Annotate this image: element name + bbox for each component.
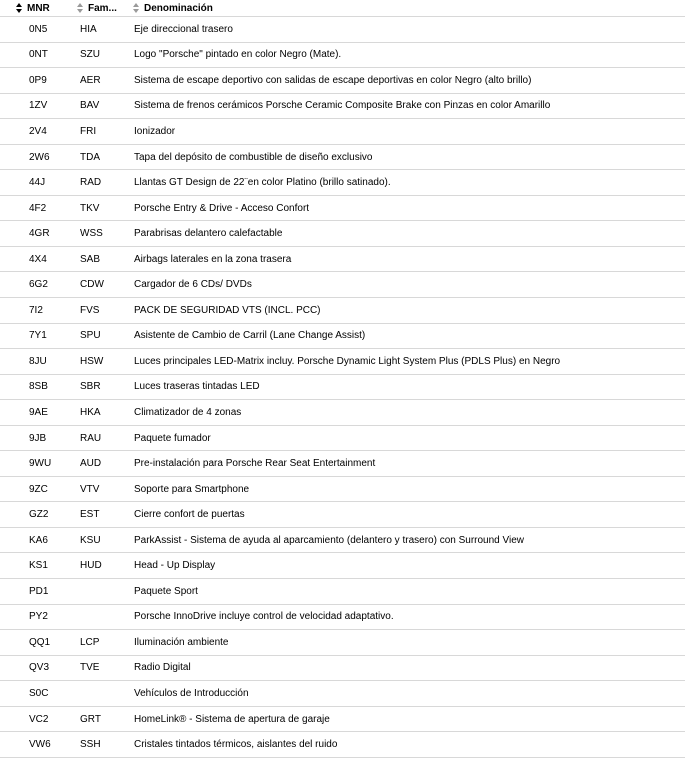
- cell-mnr: PY2: [29, 611, 48, 623]
- cell-mnr: 2V4: [29, 125, 47, 137]
- cell-mnr: 9ZC: [29, 483, 48, 495]
- cell-description: Pre-instalación para Porsche Rear Seat Entertainment: [134, 458, 376, 470]
- table-row: [0, 170, 685, 196]
- cell-description: Radio Digital: [134, 662, 191, 674]
- cell-mnr: 9WU: [29, 458, 52, 470]
- cell-mnr: 1ZV: [29, 100, 48, 112]
- cell-family: WSS: [80, 228, 103, 240]
- cell-family: VTV: [80, 483, 100, 495]
- table-row: [0, 298, 685, 324]
- table-row: [0, 43, 685, 69]
- cell-family: HUD: [80, 560, 102, 572]
- cell-mnr: 8SB: [29, 381, 48, 393]
- table-row: [0, 681, 685, 707]
- cell-mnr: 44J: [29, 177, 46, 189]
- cell-mnr: 0P9: [29, 74, 47, 86]
- cell-family: SSH: [80, 739, 101, 751]
- table-row: [0, 656, 685, 682]
- table-row: [0, 707, 685, 733]
- table-row: [0, 553, 685, 579]
- cell-description: Parabrisas delantero calefactable: [134, 228, 283, 240]
- table-row: [0, 68, 685, 94]
- table-row: [0, 502, 685, 528]
- column-header-description-label: Denominación: [144, 2, 213, 14]
- cell-description: ParkAssist - Sistema de ayuda al aparcamiento (delantero y trasero) con Surround View: [134, 534, 525, 546]
- cell-mnr: 2W6: [29, 151, 50, 163]
- table-row: [0, 426, 685, 452]
- cell-mnr: VC2: [29, 713, 49, 725]
- cell-family: SBR: [80, 381, 101, 393]
- table-header: [0, 0, 685, 17]
- table-row: [0, 145, 685, 171]
- table-row: [0, 221, 685, 247]
- table-row: [0, 349, 685, 375]
- cell-mnr: 4F2: [29, 202, 47, 214]
- cell-family: HSW: [80, 355, 104, 367]
- table-row: [0, 196, 685, 222]
- cell-family: TKV: [80, 202, 100, 214]
- cell-description: PACK DE SEGURIDAD VTS (INCL. PCC): [134, 304, 321, 316]
- cell-mnr: S0C: [29, 687, 49, 699]
- cell-mnr: 4GR: [29, 228, 50, 240]
- cell-family: KSU: [80, 534, 101, 546]
- cell-family: RAD: [80, 177, 102, 189]
- cell-description: Logo "Porsche" pintado en color Negro (Mate).: [134, 49, 342, 61]
- cell-mnr: 0N5: [29, 23, 48, 35]
- cell-mnr: 7Y1: [29, 330, 47, 342]
- cell-family: TVE: [80, 662, 100, 674]
- table-row: [0, 119, 685, 145]
- cell-family: EST: [80, 509, 100, 521]
- cell-family: HKA: [80, 406, 101, 418]
- cell-description: Sistema de escape deportivo con salidas de escape deportivas en color Negro (alto brillo): [134, 74, 532, 86]
- cell-description: Head - Up Display: [134, 560, 216, 572]
- cell-mnr: 4X4: [29, 253, 47, 265]
- cell-family: RAU: [80, 432, 102, 444]
- table-row: [0, 375, 685, 401]
- cell-mnr: QQ1: [29, 636, 51, 648]
- column-header-mnr[interactable]: [0, 3, 80, 14]
- cell-description: Vehículos de Introducción: [134, 687, 249, 699]
- cell-family: LCP: [80, 636, 100, 648]
- table-row: [0, 528, 685, 554]
- cell-mnr: KA6: [29, 534, 48, 546]
- cell-description: Climatizador de 4 zonas: [134, 406, 242, 418]
- cell-description: Cargador de 6 CDs/ DVDs: [134, 279, 252, 291]
- table-row: [0, 630, 685, 656]
- cell-family: CDW: [80, 279, 104, 291]
- cell-family: BAV: [80, 100, 100, 112]
- sort-icon[interactable]: [16, 3, 23, 13]
- table-row: [0, 605, 685, 631]
- column-header-family-label: Fam...: [88, 2, 117, 14]
- cell-mnr: QV3: [29, 662, 50, 674]
- cell-description: Cierre confort de puertas: [134, 509, 245, 521]
- cell-family: SAB: [80, 253, 101, 265]
- cell-mnr: PD1: [29, 585, 49, 597]
- column-header-mnr-label: MNR: [27, 2, 50, 14]
- table-row: [0, 477, 685, 503]
- table-row: [0, 451, 685, 477]
- cell-family: FVS: [80, 304, 100, 316]
- table-row: [0, 94, 685, 120]
- table-row: [0, 17, 685, 43]
- cell-description: HomeLink® - Sistema de apertura de garaje: [134, 713, 330, 725]
- cell-family: AER: [80, 74, 101, 86]
- cell-family: HIA: [80, 23, 97, 35]
- cell-mnr: KS1: [29, 560, 48, 572]
- sort-icon[interactable]: [133, 3, 140, 13]
- cell-description: Porsche Entry & Drive - Acceso Confort: [134, 202, 310, 214]
- cell-description: Ionizador: [134, 125, 176, 137]
- cell-mnr: 6G2: [29, 279, 48, 291]
- cell-mnr: GZ2: [29, 509, 49, 521]
- cell-family: GRT: [80, 713, 101, 725]
- cell-mnr: 9JB: [29, 432, 47, 444]
- table-row: [0, 272, 685, 298]
- cell-description: Porsche InnoDrive incluye control de velocidad adaptativo.: [134, 611, 394, 623]
- cell-description: Eje direccional trasero: [134, 23, 233, 35]
- table-body: [0, 17, 685, 758]
- cell-description: Asistente de Cambio de Carril (Lane Change Assist): [134, 330, 366, 342]
- column-header-family[interactable]: [77, 3, 133, 14]
- cell-family: SPU: [80, 330, 101, 342]
- cell-description: Sistema de frenos cerámicos Porsche Ceramic Composite Brake con Pinzas en color Amarillo: [134, 100, 551, 112]
- cell-description: Iluminación ambiente: [134, 636, 229, 648]
- cell-family: SZU: [80, 49, 100, 61]
- cell-description: Tapa del depósito de combustible de diseño exclusivo: [134, 151, 373, 163]
- sort-icon[interactable]: [77, 3, 84, 13]
- table-row: [0, 400, 685, 426]
- cell-description: Airbags laterales en la zona trasera: [134, 253, 292, 265]
- cell-description: Llantas GT Design de 22¨en color Platino (brillo satinado).: [134, 177, 391, 189]
- table-row: [0, 324, 685, 350]
- cell-mnr: 7I2: [29, 304, 43, 316]
- cell-description: Luces principales LED-Matrix incluy. Porsche Dynamic Light System Plus (PDLS Plus) en Negro: [134, 355, 561, 367]
- cell-description: Paquete fumador: [134, 432, 211, 444]
- cell-mnr: 8JU: [29, 355, 47, 367]
- table-row: [0, 732, 685, 758]
- cell-description: Cristales tintados térmicos, aislantes del ruido: [134, 739, 338, 751]
- table-row: [0, 247, 685, 273]
- cell-mnr: VW6: [29, 739, 51, 751]
- cell-mnr: 9AE: [29, 406, 48, 418]
- cell-family: TDA: [80, 151, 100, 163]
- cell-family: FRI: [80, 125, 97, 137]
- cell-description: Soporte para Smartphone: [134, 483, 250, 495]
- cell-mnr: 0NT: [29, 49, 48, 61]
- cell-description: Paquete Sport: [134, 585, 198, 597]
- cell-family: AUD: [80, 458, 102, 470]
- cell-description: Luces traseras tintadas LED: [134, 381, 260, 393]
- table-row: [0, 579, 685, 605]
- column-header-description[interactable]: [133, 3, 685, 14]
